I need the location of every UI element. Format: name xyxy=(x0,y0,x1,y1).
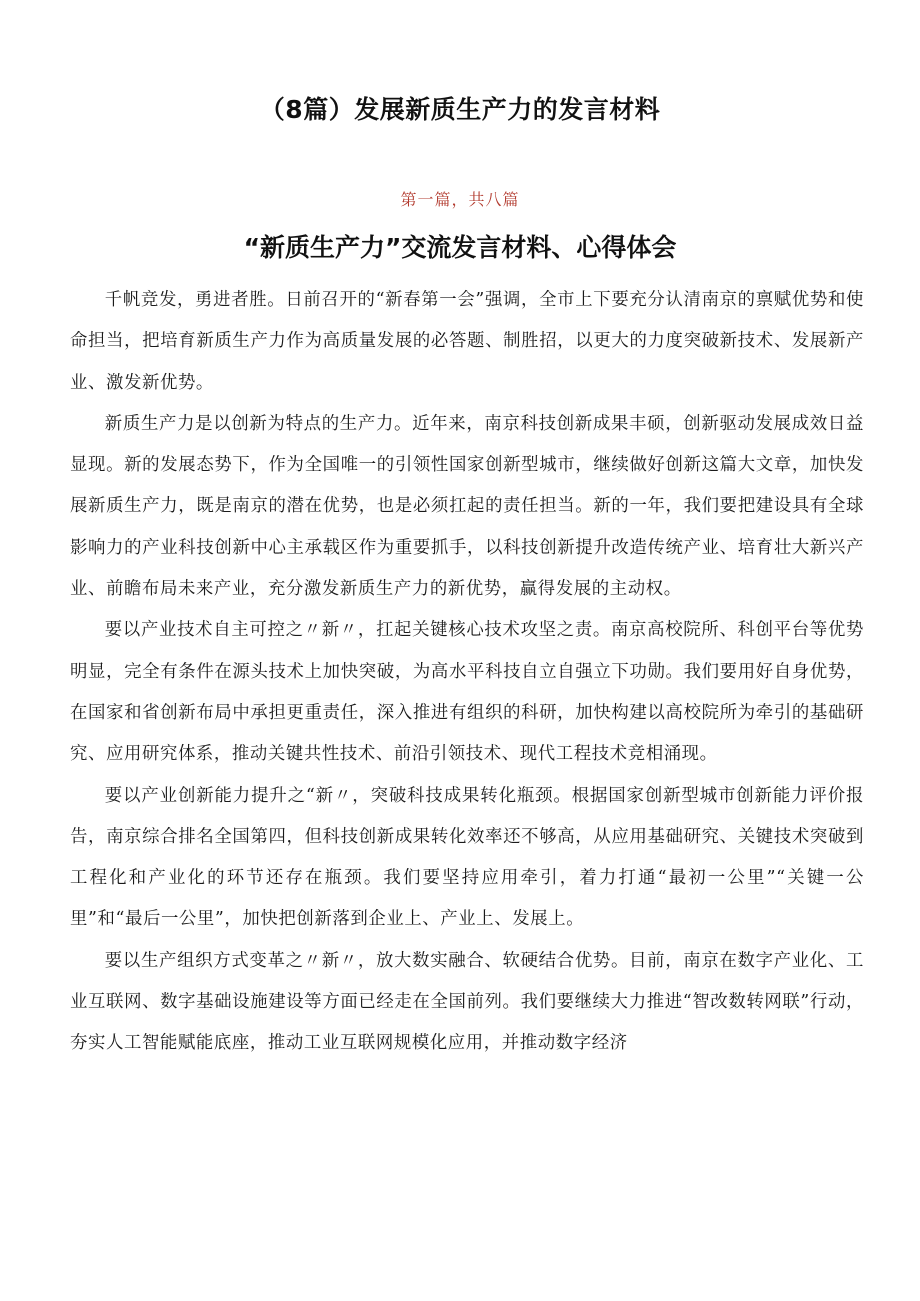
article-title: “新质生产力”交流发言材料、心得体会 xyxy=(243,233,677,262)
body-paragraph: 新质生产力是以创新为特点的生产力。近年来，南京科技创新成果丰硕，创新驱动发展成效日益显现。新的发展态势下，作为全国唯一的引领性国家创新型城市，继续做好创新这篇大文章，加快发展新质生产力，既是南京的潜在优势，也是必须扛起的责任担当。新的一年，我们要把建设具有全球影响力的产业科技创新中心主承载区作为重要抓手，以科技创新提升改造传统产业、培育壮大新兴产业、前瞻布局未来产业，充分激发新质生产力的新优势，赢得发展的主动权。 xyxy=(70,413,864,600)
body-paragraph: 要以生产组织方式变革之〃新〃，放大数实融合、软硬结合优势。目前，南京在数字产业化、工业互联网、数字基础设施建设等方面已经走在全国前列。我们要继续大力推进“智改数转网联”行动，夯实人工智能赋能底座，推动工业互联网规模化应用，并推动数字经济 xyxy=(70,950,864,1054)
body-paragraph: 要以产业创新能力提升之“新〃，突破科技成果转化瓶颈。根据国家创新型城市创新能力评价报告，南京综合排名全国第四，但科技创新成果转化效率还不够高，从应用基础研究、关键技术突破到工程化和产业化的环节还存在瓶颈。我们要坚持应用牵引，着力打通“最初一公里”“关键一公里”和“最后一公里”，加快把创新落到企业上、产业上、发展上。 xyxy=(70,785,864,930)
article-body xyxy=(70,280,864,1065)
document-title: （8篇）发展新质生产力的发言材料 xyxy=(259,95,661,124)
body-paragraph: 千帆竞发，勇进者胜。日前召开的“新春第一会”强调，全市上下要充分认清南京的禀赋优势和使命担当，把培育新质生产力作为高质量发展的必答题、制胜招，以更大的力度突破新技术、发展新产业、激发新优势。 xyxy=(70,290,864,393)
body-paragraph: 要以产业技术自主可控之〃新〃，扛起关键核心技术攻坚之责。南京高校院所、科创平台等优势明显，完全有条件在源头技术上加快突破，为高水平科技自立自强立下功勋。我们要用好自身优势，在国家和省创新布局中承担更重责任，深入推进有组织的科研，加快构建以高校院所为牵引的基础研究、应用研究体系，推动关键共性技术、前沿引领技术、现代工程技术竞相涌现。 xyxy=(70,620,864,765)
section-label: 第一篇，共八篇 xyxy=(400,190,520,209)
